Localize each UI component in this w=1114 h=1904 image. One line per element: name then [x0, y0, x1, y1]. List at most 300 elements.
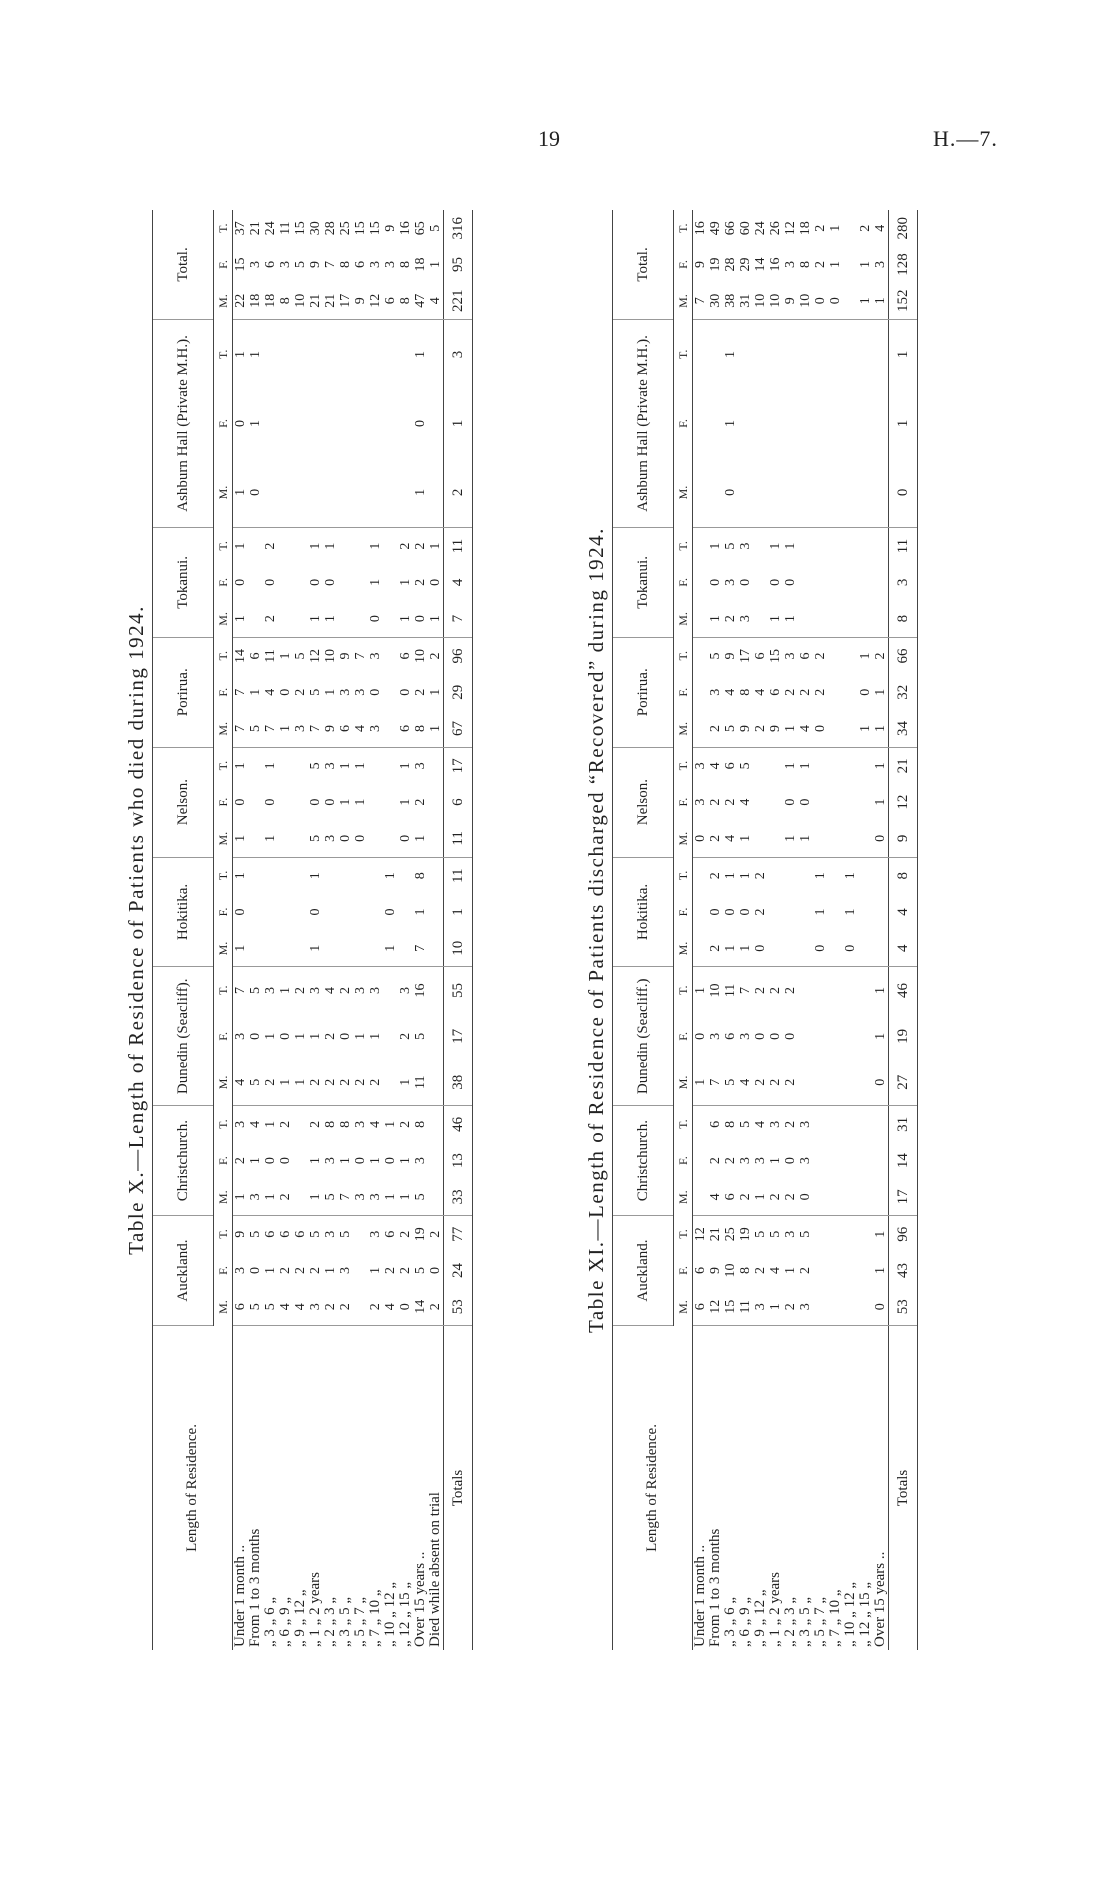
table-cell: [693, 1143, 709, 1179]
table-cell: 9: [233, 1230, 248, 1238]
row-label: „ 5 „ 7 „: [352, 1597, 368, 1647]
table-cell: [858, 389, 873, 458]
table-cell: [338, 458, 353, 528]
totals-cell: 13: [444, 1143, 473, 1179]
table-cell: [248, 857, 263, 894]
table-cell: 2: [753, 908, 768, 916]
table-cell: 10: [323, 648, 338, 663]
table-cell: 3: [738, 542, 753, 550]
row-label: „ 2 „ 3 „: [322, 1597, 338, 1647]
table-row: [338, 210, 353, 1650]
table-cell: [428, 747, 444, 784]
totals-cell: 8: [889, 857, 918, 894]
table-cell: 7: [738, 986, 753, 994]
table-cell: 3: [383, 260, 398, 268]
table-cell: 9: [353, 283, 368, 320]
sub-header: T.: [214, 747, 233, 784]
sub-header: T.: [674, 1106, 693, 1143]
table-cell: 5: [708, 652, 723, 660]
table-cell: [828, 784, 843, 820]
table-cell: 12: [693, 1227, 708, 1242]
table-cell: 2: [398, 542, 413, 550]
table-cell: [428, 930, 444, 967]
table-cell: 1: [768, 1289, 783, 1326]
table-cell: [873, 389, 889, 458]
table-cell: [338, 930, 353, 967]
table-cell: 2: [813, 224, 828, 232]
row-label: „ 6 „ 9 „: [737, 1597, 753, 1647]
table-cell: 1: [368, 578, 383, 586]
table-cell: 10: [753, 283, 768, 320]
table-cell: [383, 747, 398, 784]
sub-header: M.: [674, 1289, 693, 1326]
table-cell: 8: [323, 1120, 338, 1128]
table-cell: 2: [398, 1230, 413, 1238]
table-cell: 6: [798, 652, 813, 660]
table-cell: 2: [783, 1120, 798, 1128]
table-cell: [338, 600, 353, 637]
table-cell: 1: [398, 578, 413, 586]
table-cell: 7: [233, 986, 248, 994]
table-cell: [753, 458, 768, 528]
sub-header: M.: [214, 458, 233, 528]
row-label: From 1 to 3 months: [247, 1528, 263, 1647]
table-cell: 1: [768, 542, 783, 550]
table-cell: 7: [353, 652, 368, 660]
table-cell: 1: [233, 820, 249, 857]
table-cell: 1: [263, 1179, 278, 1216]
table-cell: 2: [813, 652, 828, 660]
table-cell: 2: [293, 1267, 308, 1275]
table-cell: [353, 600, 368, 637]
table-cell: [693, 458, 709, 528]
table-cell: [798, 1059, 813, 1105]
table-cell: [768, 319, 783, 389]
sub-header: F.: [214, 1252, 233, 1288]
table-cell: 1: [233, 351, 248, 359]
table-xi-block: [580, 210, 1000, 1650]
table-cell: 5: [738, 762, 753, 770]
column-group-header: Dunedin (Seacliff).: [153, 967, 214, 1106]
table-cell: 5: [723, 1059, 738, 1105]
table-cell: 3: [338, 688, 353, 696]
table-cell: 3: [413, 762, 428, 770]
sub-header: T.: [214, 967, 233, 1014]
row-label: „ 9 „ 12 „: [752, 1589, 768, 1647]
table-cell: 2: [753, 872, 768, 880]
table-cell: 0: [783, 798, 798, 806]
totals-cell: 11: [889, 527, 918, 564]
table-cell: [843, 674, 858, 710]
table-cell: [353, 319, 368, 389]
table-cell: 1: [248, 351, 263, 359]
row-label: Died while absent on trial: [427, 1492, 443, 1647]
totals-label: Totals: [889, 1325, 918, 1650]
table-cell: [693, 1179, 709, 1216]
table-cell: [828, 1252, 843, 1288]
table-cell: 0: [278, 688, 293, 696]
table-cell: 10: [768, 283, 783, 320]
table-cell: 3: [293, 710, 308, 747]
totals-cell: 53: [444, 1289, 473, 1326]
table-cell: 0: [813, 930, 828, 967]
table-cell: 2: [798, 688, 813, 696]
table-cell: 3: [248, 260, 263, 268]
table-cell: [248, 527, 263, 564]
table-cell: [278, 820, 293, 857]
table-cell: 0: [398, 688, 413, 696]
table-cell: [263, 389, 278, 458]
totals-row: [444, 210, 473, 1650]
table-cell: [428, 319, 444, 389]
table-cell: 1: [233, 600, 249, 637]
table-cell: 11: [413, 1059, 428, 1105]
sub-header: M.: [214, 600, 233, 637]
row-label: „ 3 „ 6 „: [722, 1597, 738, 1647]
table-cell: 2: [738, 1179, 753, 1216]
totals-cell: 38: [444, 1059, 473, 1105]
table-cell: 9: [768, 710, 783, 747]
table-cell: 0: [783, 578, 798, 586]
table-row: [398, 210, 413, 1650]
table-cell: [368, 747, 383, 784]
table-cell: [843, 1179, 858, 1216]
table-cell: [873, 600, 889, 637]
table-cell: [873, 930, 889, 967]
table-cell: 5: [248, 1289, 263, 1326]
sub-header: M.: [214, 930, 233, 967]
table-cell: 0: [353, 1157, 368, 1165]
row-label: „ 10 „ 12 „: [382, 1582, 398, 1647]
table-cell: 2: [398, 1120, 413, 1128]
table-cell: 5: [413, 1179, 428, 1216]
table-cell: 1: [873, 710, 889, 747]
table-cell: [813, 527, 828, 564]
table-cell: [278, 930, 293, 967]
table-cell: [813, 820, 828, 857]
table-cell: 0: [248, 458, 263, 528]
table-cell: 2: [308, 1267, 323, 1275]
table-cell: 3: [738, 600, 753, 637]
table-cell: 3: [233, 1032, 248, 1040]
table-cell: 25: [723, 1227, 738, 1242]
table-cell: 31: [738, 283, 753, 320]
table-cell: 2: [723, 1157, 738, 1165]
table-cell: 6: [353, 260, 368, 268]
table-cell: 1: [428, 542, 443, 550]
table-cell: [858, 1106, 873, 1143]
table-cell: [693, 600, 709, 637]
table-cell: [843, 210, 858, 246]
table-cell: 1: [873, 1032, 888, 1040]
table-cell: [368, 820, 383, 857]
table-cell: 21: [308, 283, 323, 320]
table-cell: 1: [783, 600, 798, 637]
table-cell: 6: [383, 1230, 398, 1238]
table-cell: [338, 894, 353, 930]
table-cell: 2: [278, 1179, 293, 1216]
table-cell: 1: [383, 930, 398, 967]
table-cell: 0: [278, 1032, 293, 1040]
table-cell: 10: [293, 283, 308, 320]
table-cell: 3: [738, 1157, 753, 1165]
row-label: „ 3 „ 6 „: [262, 1597, 278, 1647]
table-cell: [813, 967, 828, 1014]
table-cell: [428, 1106, 444, 1143]
totals-cell: 11: [444, 527, 473, 564]
table-cell: [383, 319, 398, 389]
table-cell: 8: [278, 283, 293, 320]
table-cell: 2: [768, 1059, 783, 1105]
table-cell: 4: [798, 710, 813, 747]
table-cell: 1: [428, 710, 444, 747]
table-cell: 2: [798, 1267, 813, 1275]
totals-cell: 12: [889, 784, 918, 820]
sub-header: F.: [214, 784, 233, 820]
table-cell: 2: [768, 1179, 783, 1216]
table-cell: [843, 527, 858, 564]
table-cell: 3: [248, 1179, 263, 1216]
table-cell: [293, 894, 308, 930]
table-cell: [753, 784, 768, 820]
table-cell: 3: [798, 1120, 813, 1128]
table-cell: [428, 389, 444, 458]
table-cell: [858, 967, 873, 1014]
table-cell: [858, 458, 873, 528]
table-cell: [858, 784, 873, 820]
sub-header: F.: [674, 894, 693, 930]
totals-cell: 1: [444, 389, 473, 458]
table-cell: [383, 674, 398, 710]
table-cell: [278, 389, 293, 458]
table-cell: 22: [233, 283, 249, 320]
table-cell: 1: [233, 1179, 249, 1216]
table-cell: 1: [783, 542, 798, 550]
totals-cell: 66: [889, 637, 918, 674]
table-cell: [353, 857, 368, 894]
table-x: [152, 210, 473, 1650]
table-cell: [263, 319, 278, 389]
table-cell: 2: [398, 1032, 413, 1040]
table-cell: 3: [368, 986, 383, 994]
table-cell: [873, 1179, 889, 1216]
table-cell: 2: [708, 1157, 723, 1165]
table-cell: [798, 1013, 813, 1059]
table-cell: 14: [413, 1289, 428, 1326]
table-cell: [248, 564, 263, 600]
table-cell: 2: [708, 872, 723, 880]
table-cell: 10: [723, 1263, 738, 1278]
table-cell: [828, 710, 843, 747]
sub-header: F.: [674, 246, 693, 282]
totals-cell: 1: [889, 319, 918, 389]
table-cell: 16: [768, 257, 783, 272]
table-cell: 1: [248, 688, 263, 696]
table-cell: 3: [278, 260, 293, 268]
table-cell: 19: [738, 1227, 753, 1242]
table-cell: 5: [293, 260, 308, 268]
table-cell: [828, 527, 843, 564]
table-cell: 1: [828, 260, 843, 268]
table-cell: 1: [843, 872, 858, 880]
column-group-header: Porirua.: [613, 637, 674, 747]
totals-cell: 31: [889, 1106, 918, 1143]
table-cell: 6: [723, 762, 738, 770]
table-cell: 1: [368, 542, 383, 550]
table-cell: 3: [783, 1230, 798, 1238]
table-cell: 8: [398, 260, 413, 268]
table-cell: [278, 894, 293, 930]
table-cell: [813, 1179, 828, 1216]
table-cell: [828, 1013, 843, 1059]
table-cell: 3: [768, 1120, 783, 1128]
totals-cell: 4: [889, 930, 918, 967]
table-cell: 1: [428, 688, 443, 696]
table-cell: [428, 784, 444, 820]
table-cell: 2: [768, 986, 783, 994]
table-cell: 2: [813, 260, 828, 268]
table-cell: 5: [723, 542, 738, 550]
table-cell: 21: [248, 221, 263, 236]
table-cell: 3: [368, 710, 383, 747]
table-cell: 5: [308, 1230, 323, 1238]
table-cell: [248, 820, 263, 857]
table-cell: [843, 747, 858, 784]
table-cell: 0: [233, 419, 248, 427]
table-cell: [293, 1143, 308, 1179]
table-cell: 5: [413, 1267, 428, 1275]
table-cell: 2: [293, 688, 308, 696]
table-cell: 6: [753, 652, 768, 660]
table-cell: [858, 1143, 873, 1179]
table-cell: [813, 747, 828, 784]
table-row: [738, 210, 753, 1650]
table-cell: [843, 967, 858, 1014]
table-cell: 18: [263, 283, 278, 320]
totals-cell: 27: [889, 1059, 918, 1105]
table-cell: 4: [428, 283, 444, 320]
table-cell: 5: [428, 224, 443, 232]
table-cell: 1: [263, 762, 278, 770]
table-cell: [843, 820, 858, 857]
table-cell: [768, 857, 783, 894]
table-row: [768, 210, 783, 1650]
table-cell: [353, 1289, 368, 1326]
table-cell: 2: [263, 542, 278, 550]
table-row: [798, 210, 813, 1650]
table-cell: 0: [723, 908, 738, 916]
table-cell: 5: [263, 1289, 278, 1326]
totals-cell: 4: [889, 894, 918, 930]
table-cell: 1: [428, 260, 443, 268]
table-cell: [768, 747, 783, 784]
table-cell: 3: [753, 1289, 768, 1326]
table-cell: 1: [293, 1059, 308, 1105]
totals-cell: 10: [444, 930, 473, 967]
table-cell: 0: [798, 798, 813, 806]
table-cell: [753, 564, 768, 600]
table-cell: [798, 458, 813, 528]
table-cell: 2: [263, 600, 278, 637]
table-cell: [798, 894, 813, 930]
table-cell: 1: [278, 986, 293, 994]
totals-cell: 4: [444, 564, 473, 600]
table-cell: [828, 930, 843, 967]
sub-header: T.: [674, 319, 693, 389]
column-group-header: Christchurch.: [153, 1106, 214, 1216]
table-cell: [783, 389, 798, 458]
totals-cell: 6: [444, 784, 473, 820]
table-cell: 7: [263, 710, 278, 747]
table-cell: 0: [693, 1032, 708, 1040]
table-cell: [828, 967, 843, 1014]
table-cell: [858, 1059, 873, 1105]
table-cell: [293, 784, 308, 820]
table-cell: [828, 1289, 843, 1326]
table-cell: 5: [753, 1230, 768, 1238]
table-cell: 0: [768, 1032, 783, 1040]
table-cell: 0: [723, 458, 738, 528]
table-cell: [858, 564, 873, 600]
totals-label: Totals: [444, 1325, 473, 1650]
table-cell: 2: [753, 1267, 768, 1275]
table-cell: [858, 930, 873, 967]
table-cell: [828, 857, 843, 894]
table-cell: 1: [738, 930, 753, 967]
table-cell: [278, 458, 293, 528]
column-group-header: Nelson.: [613, 747, 674, 857]
column-group-header: Porirua.: [153, 637, 214, 747]
table-cell: 3: [798, 1157, 813, 1165]
table-cell: 14: [753, 257, 768, 272]
table-cell: 12: [368, 283, 383, 320]
table-cell: [293, 1179, 308, 1216]
sub-header: T.: [214, 1216, 233, 1253]
table-cell: 0: [308, 798, 323, 806]
table-cell: [368, 894, 383, 930]
table-cell: 3: [323, 1157, 338, 1165]
table-cell: [858, 894, 873, 930]
table-cell: [753, 389, 768, 458]
table-cell: 30: [308, 221, 323, 236]
table-cell: 3: [413, 1157, 428, 1165]
table-cell: 5: [768, 1230, 783, 1238]
table-cell: 12: [308, 648, 323, 663]
table-cell: 1: [353, 762, 368, 770]
table-cell: 1: [708, 600, 723, 637]
totals-cell: 280: [889, 210, 918, 246]
sub-header: T.: [674, 637, 693, 674]
totals-cell: 7: [444, 600, 473, 637]
table-cell: 24: [753, 221, 768, 236]
column-group-header: Christchurch.: [613, 1106, 674, 1216]
table-cell: 3: [723, 578, 738, 586]
table-cell: 3: [693, 762, 708, 770]
table-cell: 4: [753, 688, 768, 696]
sub-header: M.: [214, 820, 233, 857]
table-cell: [428, 1013, 444, 1059]
sub-header: T.: [674, 967, 693, 1014]
table-cell: [398, 389, 413, 458]
table-row: [308, 210, 323, 1650]
table-cell: [753, 600, 768, 637]
table-cell: 3: [783, 260, 798, 268]
table-cell: [798, 857, 813, 894]
table-cell: 2: [858, 224, 873, 232]
table-cell: 2: [368, 1289, 383, 1326]
table-cell: 1: [233, 762, 248, 770]
table-cell: 1: [308, 1179, 323, 1216]
